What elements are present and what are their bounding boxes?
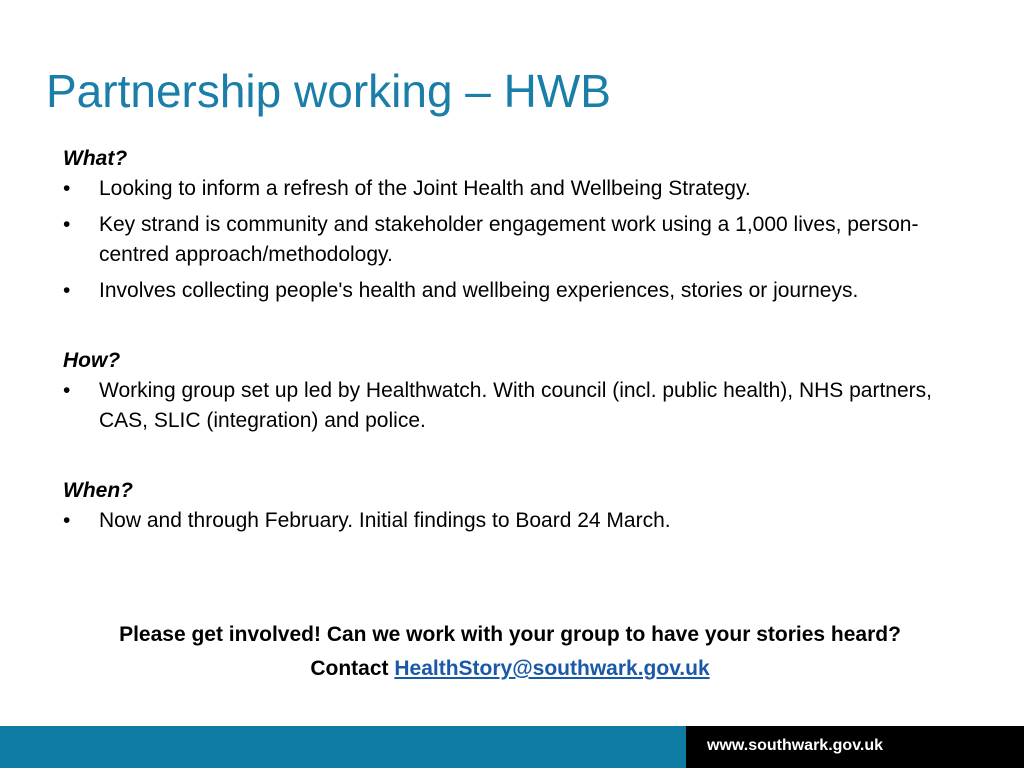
when-heading: When? — [63, 479, 133, 502]
bullet-icon: • — [63, 509, 71, 532]
what-bullet-item — [63, 210, 963, 270]
bullet-text: Now and through February. Initial findings to Board 24 March. — [99, 509, 671, 532]
what-bullet-list — [63, 174, 963, 306]
how-bullet-list — [63, 376, 963, 436]
bullet-text: Looking to inform a refresh of the Joint Health and Wellbeing Strategy. — [99, 177, 751, 200]
bullet-icon: • — [63, 379, 71, 402]
bullet-text: Involves collecting people's health and wellbeing experiences, stories or journeys. — [99, 279, 859, 302]
footer-bar — [0, 726, 1024, 768]
what-bullet-item — [63, 174, 963, 204]
bullet-text: Working group set up led by Healthwatch. With council (incl. public health), NHS partners, CAS, SLIC (integration) and police. — [99, 379, 932, 432]
bullet-icon: • — [63, 279, 71, 302]
cta-contact-line — [40, 652, 980, 686]
bullet-text: Key strand is community and stakeholder engagement work using a 1,000 lives, person-centred approach/methodology. — [99, 213, 919, 266]
cta-message: Please get involved! Can we work with your group to have your stories heard? — [119, 623, 901, 646]
how-bullet-item — [63, 376, 963, 436]
what-heading: What? — [63, 147, 128, 170]
section-spacer — [63, 442, 963, 476]
when-bullet-list — [63, 506, 963, 536]
when-bullet-item — [63, 506, 963, 536]
bullet-icon: • — [63, 177, 71, 200]
what-bullet-item — [63, 276, 963, 306]
slide-title: Partnership working – HWB — [46, 65, 611, 117]
contact-label: Contact — [310, 657, 389, 680]
contact-email-link[interactable]: HealthStory@southwark.gov.uk — [394, 657, 710, 680]
call-to-action — [40, 618, 980, 686]
section-spacer — [63, 312, 963, 346]
bullet-icon: • — [63, 213, 71, 236]
footer-teal-band — [0, 726, 686, 768]
slide-content — [63, 144, 963, 542]
how-heading: How? — [63, 349, 121, 372]
footer-website-url: www.southwark.gov.uk — [707, 737, 884, 754]
